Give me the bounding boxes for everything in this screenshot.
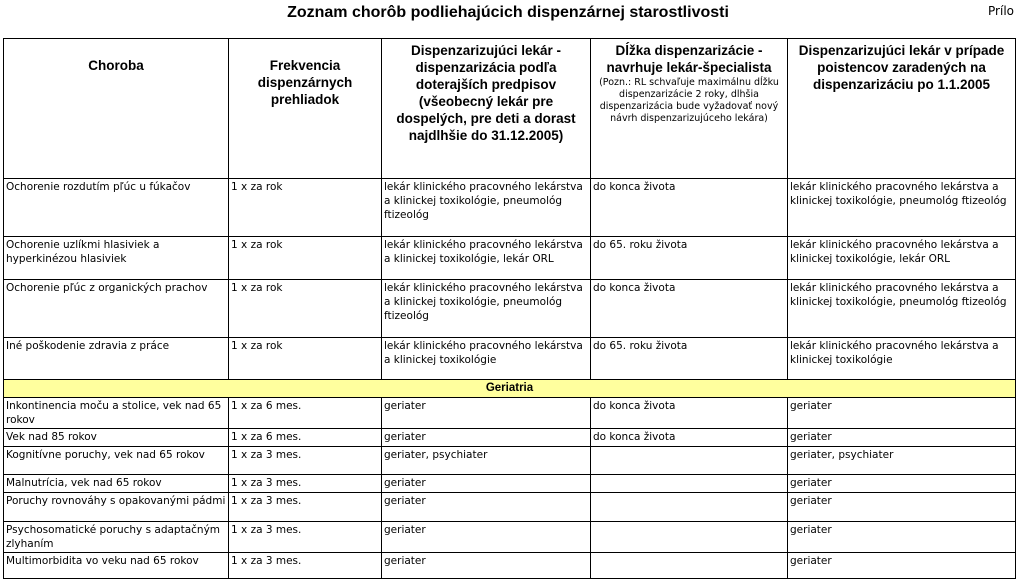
- section-row: [4, 380, 1016, 398]
- header-doctor-new: Dispenzarizujúci lekár v prípade poistencov zaradených na dispenzarizáciu po 1.1.2005: [788, 39, 1016, 179]
- table-row: [4, 447, 1016, 475]
- cell-frequency: 1 x za 6 mes.: [229, 398, 382, 429]
- cell-duration: do 65. roku života: [591, 237, 788, 280]
- cell-disease: Psychosomatické poruchy s adaptačným zlyhaním: [4, 522, 229, 553]
- cell-doctor-old: geriater: [382, 493, 591, 522]
- header-disease: Choroba: [4, 39, 229, 179]
- cell-frequency: 1 x za rok: [229, 280, 382, 338]
- cell-duration: do 65. roku života: [591, 338, 788, 380]
- cell-frequency: 1 x za 6 mes.: [229, 429, 382, 447]
- cell-doctor-old: geriater: [382, 522, 591, 553]
- page-title: Zoznam chorôb podliehajúcich dispenzárnej starostlivosti: [287, 4, 729, 21]
- cell-frequency: 1 x za rok: [229, 338, 382, 380]
- cell-doctor-old: lekár klinického pracovného lekárstva a klinickej toxikológie, pneumológ ftizeológ: [382, 280, 591, 338]
- cell-disease: Poruchy rovnováhy s opakovanými pádmi: [4, 493, 229, 522]
- cell-doctor-old: geriater: [382, 475, 591, 493]
- annex-label: Prílo: [988, 4, 1014, 18]
- table-row: [4, 522, 1016, 553]
- cell-disease: Malnutrícia, vek nad 65 rokov: [4, 475, 229, 493]
- disease-table: [3, 38, 1016, 579]
- cell-disease: Vek nad 85 rokov: [4, 429, 229, 447]
- table-row: [4, 179, 1016, 237]
- cell-doctor-new: geriater, psychiater: [788, 447, 1016, 475]
- cell-disease: Iné poškodenie zdravia z práce: [4, 338, 229, 380]
- table-row: [4, 429, 1016, 447]
- header-duration: [591, 39, 788, 179]
- cell-frequency: 1 x za 3 mes.: [229, 447, 382, 475]
- cell-duration: [591, 447, 788, 475]
- cell-doctor-old: lekár klinického pracovného lekárstva a klinickej toxikológie, lekár ORL: [382, 237, 591, 280]
- table-row: [4, 237, 1016, 280]
- header-frequency: Frekvencia dispenzárnych prehliadok: [229, 39, 382, 179]
- cell-duration: do konca života: [591, 179, 788, 237]
- cell-doctor-new: geriater: [788, 522, 1016, 553]
- cell-doctor-old: lekár klinického pracovného lekárstva a klinickej toxikológie: [382, 338, 591, 380]
- cell-disease: Ochorenie pľúc z organických prachov: [4, 280, 229, 338]
- cell-duration: do konca života: [591, 429, 788, 447]
- cell-doctor-new: geriater: [788, 493, 1016, 522]
- table-row: [4, 553, 1016, 579]
- table-row: [4, 338, 1016, 380]
- cell-doctor-new: geriater: [788, 553, 1016, 579]
- cell-doctor-new: lekár klinického pracovného lekárstva a klinickej toxikológie, pneumológ ftizeológ: [788, 179, 1016, 237]
- header-row: [4, 39, 1016, 179]
- cell-disease: Inkontinencia moču a stolice, vek nad 65 rokov: [4, 398, 229, 429]
- cell-doctor-old: lekár klinického pracovného lekárstva a klinickej toxikológie, pneumológ ftizeológ: [382, 179, 591, 237]
- cell-doctor-old: geriater, psychiater: [382, 447, 591, 475]
- cell-frequency: 1 x za rok: [229, 179, 382, 237]
- cell-doctor-new: geriater: [788, 429, 1016, 447]
- cell-doctor-new: geriater: [788, 475, 1016, 493]
- cell-duration: [591, 475, 788, 493]
- table-row: [4, 280, 1016, 338]
- cell-doctor-new: lekár klinického pracovného lekárstva a klinickej toxikológie, pneumológ ftizeológ: [788, 280, 1016, 338]
- cell-frequency: 1 x za 3 mes.: [229, 493, 382, 522]
- cell-doctor-new: lekár klinického pracovného lekárstva a klinickej toxikológie, lekár ORL: [788, 237, 1016, 280]
- table-row: [4, 475, 1016, 493]
- cell-duration: [591, 553, 788, 579]
- table-row: [4, 493, 1016, 522]
- cell-frequency: 1 x za rok: [229, 237, 382, 280]
- table-row: [4, 398, 1016, 429]
- cell-frequency: 1 x za 3 mes.: [229, 553, 382, 579]
- header-duration-title: Dĺžka dispenzarizácie - navrhuje lekár-špecialista: [606, 43, 772, 75]
- cell-duration: [591, 493, 788, 522]
- header-doctor-old: Dispenzarizujúci lekár - dispenzarizácia podľa doterajších predpisov (všeobecný lekár pre dospelých, pre deti a dorast najdlhšie do 31.12.2005): [382, 39, 591, 179]
- cell-disease: Ochorenie uzlíkmi hlasiviek a hyperkinézou hlasiviek: [4, 237, 229, 280]
- cell-disease: Multimorbidita vo veku nad 65 rokov: [4, 553, 229, 579]
- cell-disease: Kognitívne poruchy, vek nad 65 rokov: [4, 447, 229, 475]
- header-duration-note: (Pozn.: RL schvaľuje maximálnu dĺžku dispenzarizácie 2 roky, dlhšia dispenzarizácia bude vyžadovať nový návrh dispenzarizujúceho lekára): [599, 77, 779, 124]
- cell-duration: do konca života: [591, 398, 788, 429]
- cell-doctor-new: lekár klinického pracovného lekárstva a klinickej toxikológie: [788, 338, 1016, 380]
- cell-doctor-new: geriater: [788, 398, 1016, 429]
- cell-doctor-old: geriater: [382, 429, 591, 447]
- cell-frequency: 1 x za 3 mes.: [229, 475, 382, 493]
- cell-doctor-old: geriater: [382, 398, 591, 429]
- cell-doctor-old: geriater: [382, 553, 591, 579]
- cell-duration: [591, 522, 788, 553]
- cell-frequency: 1 x za 3 mes.: [229, 522, 382, 553]
- cell-duration: do konca života: [591, 280, 788, 338]
- section-label-geriatrics: Geriatria: [4, 380, 1016, 398]
- cell-disease: Ochorenie rozdutím pľúc u fúkačov: [4, 179, 229, 237]
